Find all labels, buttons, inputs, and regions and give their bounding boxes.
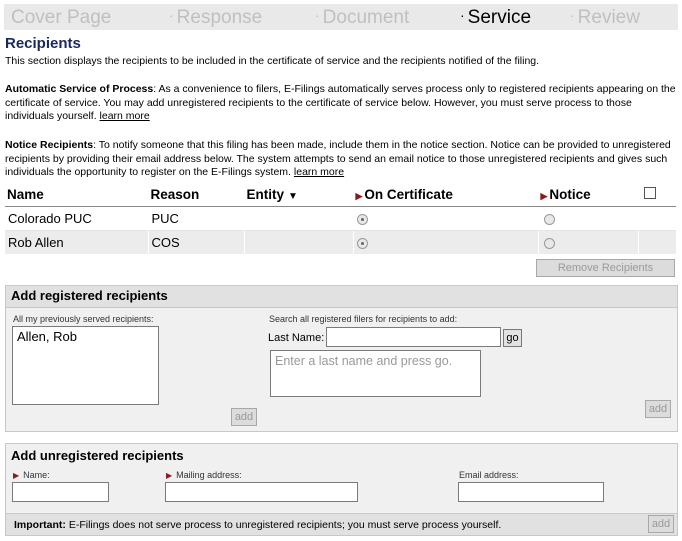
- list-item[interactable]: Allen, Rob: [17, 329, 77, 344]
- tab-separator-icon: ·: [570, 7, 575, 23]
- add-registered-panel: [5, 285, 678, 432]
- add-search-result-button[interactable]: add: [645, 400, 671, 418]
- tab-separator-icon: ·: [169, 7, 174, 23]
- on-certificate-radio[interactable]: [357, 214, 368, 225]
- expand-triangle-icon: ▶: [355, 190, 363, 201]
- tab-response[interactable]: [169, 7, 262, 29]
- tab-label: Service: [467, 7, 532, 28]
- mailing-address-label-text: Mailing address:: [176, 470, 242, 480]
- recipient-entity: [244, 230, 353, 254]
- tab-label: Response: [176, 7, 263, 28]
- required-marker-icon: ▶: [166, 471, 173, 480]
- mailing-address-label: [166, 470, 242, 480]
- wizard-tabs: [4, 4, 678, 30]
- name-label: [13, 470, 50, 480]
- notice-radio[interactable]: [544, 238, 555, 249]
- tab-separator-icon: ·: [460, 7, 465, 23]
- tab-service[interactable]: [460, 7, 531, 29]
- entity-header-label: Entity: [246, 186, 285, 202]
- table-row: [5, 230, 676, 254]
- table-header-row: [5, 183, 676, 206]
- recipient-entity: [244, 206, 353, 230]
- add-unregistered-title: Add unregistered recipients: [11, 448, 184, 463]
- unregistered-name-input[interactable]: [12, 482, 109, 502]
- required-marker-icon: ▶: [13, 471, 20, 480]
- previous-recipients-label: All my previously served recipients:: [13, 314, 154, 324]
- search-results-box[interactable]: Enter a last name and press go.: [270, 350, 481, 397]
- recipients-table: [5, 183, 676, 254]
- table-row: [5, 206, 676, 230]
- on-certificate-radio[interactable]: [357, 238, 368, 249]
- tab-cover-page[interactable]: Cover Page: [11, 7, 112, 28]
- select-all-checkbox[interactable]: [644, 187, 656, 199]
- recipient-name: Rob Allen: [5, 230, 148, 254]
- notice-header-label: Notice: [549, 186, 591, 202]
- name-label-text: Name:: [23, 470, 50, 480]
- column-header-name[interactable]: Name: [5, 183, 148, 206]
- search-registered-label: Search all registered filers for recipients to add:: [269, 314, 458, 324]
- column-header-on-certificate[interactable]: [353, 183, 538, 206]
- remove-recipients-button[interactable]: Remove Recipients: [536, 259, 675, 277]
- tab-label: Document: [322, 7, 410, 28]
- notice-learn-more-link[interactable]: learn more: [293, 166, 345, 178]
- column-header-entity[interactable]: [244, 183, 353, 206]
- mailing-address-input[interactable]: [165, 482, 358, 502]
- recipient-name: Colorado PUC: [5, 206, 148, 230]
- last-name-label: Last Name:: [268, 332, 325, 344]
- auto-service-body: : As a convenience to filers, E-Filings automatically serves process only to registered recipients appearing on the certificate of service. You may add unregistered recipients to the certificate of service below. However, you must serve process to those individuals yourself.: [5, 83, 676, 122]
- email-address-input[interactable]: [458, 482, 604, 502]
- add-unregistered-button[interactable]: add: [648, 515, 674, 533]
- tab-review[interactable]: [570, 7, 640, 29]
- column-header-notice[interactable]: [538, 183, 638, 206]
- notice-recipients-heading: Notice Recipients: [5, 139, 94, 151]
- auto-service-text: [5, 83, 677, 124]
- notice-recipients-text: [5, 139, 677, 180]
- add-registered-title: Add registered recipients: [11, 288, 168, 303]
- column-header-select-all: [638, 183, 676, 206]
- dropdown-arrow-icon: ▼: [288, 190, 298, 202]
- important-note: [6, 513, 677, 535]
- intro-text: This section displays the recipients to be included in the certificate of service and the recipients notified of the filing.: [5, 55, 540, 67]
- go-button[interactable]: go: [503, 329, 522, 347]
- tab-document[interactable]: [315, 7, 409, 29]
- auto-service-heading: Automatic Service of Process: [5, 83, 154, 95]
- column-header-reason[interactable]: Reason: [148, 183, 244, 206]
- recipient-reason: COS: [148, 230, 244, 254]
- page-title: Recipients: [5, 35, 81, 52]
- notice-radio[interactable]: [544, 214, 555, 225]
- important-label: Important:: [14, 519, 66, 531]
- tab-separator-icon: ·: [315, 7, 320, 23]
- last-name-input[interactable]: [326, 327, 501, 347]
- email-address-label: Email address:: [459, 470, 519, 480]
- important-text: E-Filings does not serve process to unregistered recipients; you must serve process yourself.: [65, 519, 502, 531]
- add-unregistered-panel: [5, 443, 678, 536]
- recipient-reason: PUC: [148, 206, 244, 230]
- add-previous-button[interactable]: add: [231, 408, 257, 426]
- expand-triangle-icon: ▶: [540, 190, 548, 201]
- notice-recipients-body: : To notify someone that this filing has been made, include them in the notice section. Notice can be provided to unregistered recipients by providing their email address below. The system attempts to send an email notice to those unregistered recipients and gives such individuals the opportunity to register on the E-Filings system.: [5, 139, 671, 178]
- previous-recipients-list[interactable]: [12, 326, 159, 405]
- on-certificate-header-label: On Certificate: [364, 186, 453, 202]
- auto-service-learn-more-link[interactable]: learn more: [99, 110, 150, 122]
- tab-label: Review: [577, 7, 640, 28]
